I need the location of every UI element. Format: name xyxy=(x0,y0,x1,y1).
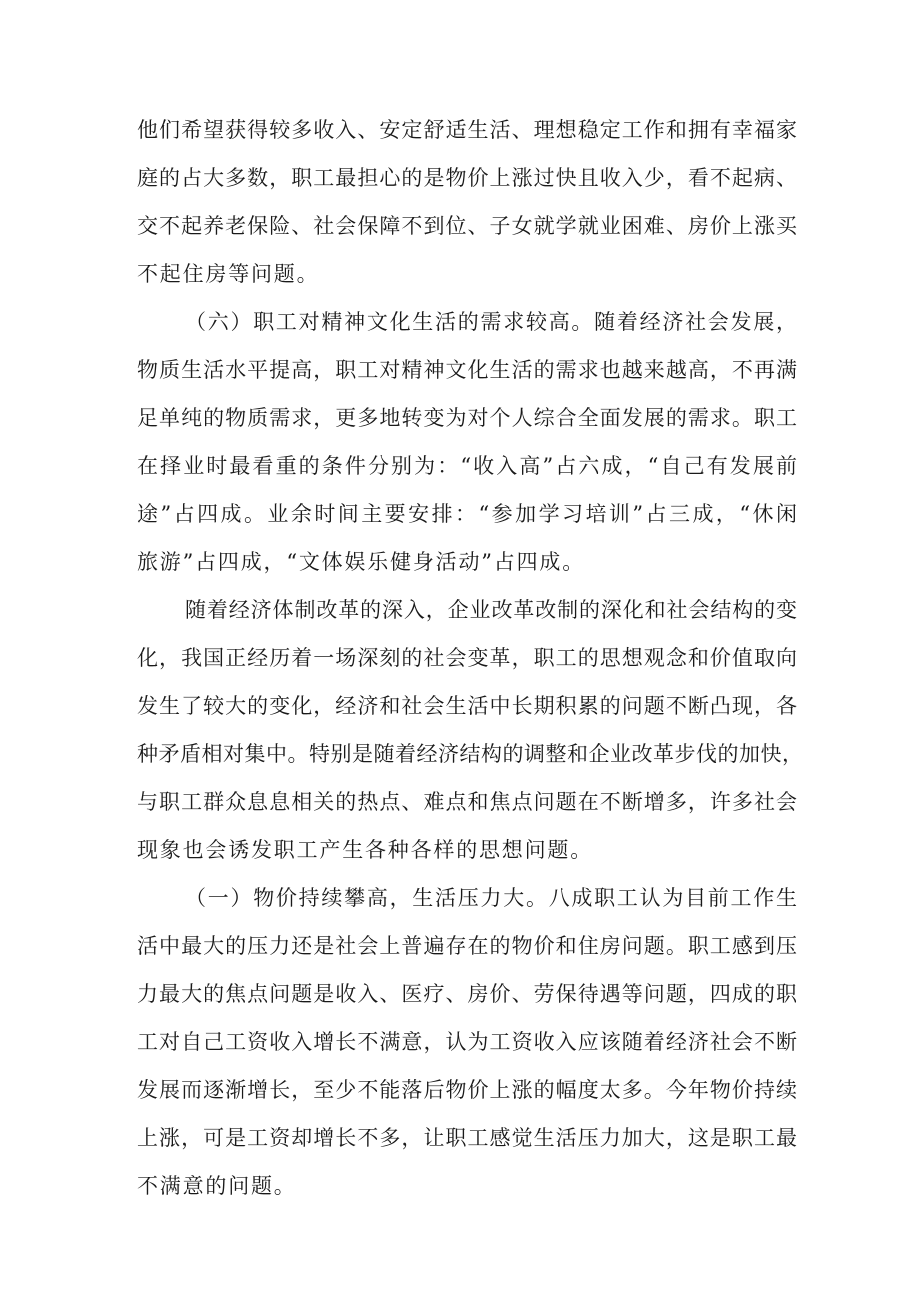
text-line: 他们希望获得较多收入、安定舒适生活、理想稳定工作和拥有幸福家 xyxy=(137,118,797,142)
text-line: 现象也会诱发职工产生各种各样的思想问题。 xyxy=(137,838,593,862)
text-line: 力最大的焦点问题是收入、医疗、房价、劳保待遇等问题，四成的职 xyxy=(137,982,797,1006)
text-line: 发生了较大的变化，经济和社会生活中长期积累的问题不断凸现，各 xyxy=(137,694,797,718)
text-line: 活中最大的压力还是社会上普遍存在的物价和住房问题。职工感到压 xyxy=(137,934,797,958)
text-line: 途”占四成。业余时间主要安排：“参加学习培训”占三成，“休闲 xyxy=(137,502,797,526)
text-line: 在择业时最看重的条件分别为：“收入高”占六成，“自己有发展前 xyxy=(137,454,797,478)
text-line: 旅游”占四成，“文体娱乐健身活动”占四成。 xyxy=(137,550,586,574)
text-line: 与职工群众息息相关的热点、难点和焦点问题在不断增多，许多社会 xyxy=(137,790,797,814)
text-line: 庭的占大多数，职工最担心的是物价上涨过快且收入少，看不起病、 xyxy=(137,166,797,190)
text-line: 不满意的问题。 xyxy=(137,1174,297,1198)
text-line: 发展而逐渐增长，至少不能落后物价上涨的幅度太多。今年物价持续 xyxy=(137,1078,797,1102)
text-line: 化，我国正经历着一场深刻的社会变革，职工的思想观念和价值取向 xyxy=(137,646,797,670)
text-line: 交不起养老保险、社会保障不到位、子女就学就业困难、房价上涨买 xyxy=(137,214,797,238)
text-line: 足单纯的物质需求，更多地转变为对个人综合全面发展的需求。职工 xyxy=(137,406,797,430)
text-line: 不起住房等问题。 xyxy=(137,262,320,286)
text-line: 随着经济体制改革的深入，企业改革改制的深化和社会结构的变 xyxy=(185,598,797,622)
text-line: 上涨，可是工资却增长不多，让职工感觉生活压力加大，这是职工最 xyxy=(137,1126,797,1150)
text-line: （一）物价持续攀高，生活压力大。八成职工认为目前工作生 xyxy=(185,886,797,910)
text-line: 种矛盾相对集中。特别是随着经济结构的调整和企业改革步伐的加快， xyxy=(137,742,803,766)
text-line: （六）职工对精神文化生活的需求较高。随着经济社会发展， xyxy=(185,310,797,334)
text-line: 物质生活水平提高，职工对精神文化生活的需求也越来越高，不再满 xyxy=(137,358,797,382)
text-line: 工对自己工资收入增长不满意，认为工资收入应该随着经济社会不断 xyxy=(137,1030,797,1054)
